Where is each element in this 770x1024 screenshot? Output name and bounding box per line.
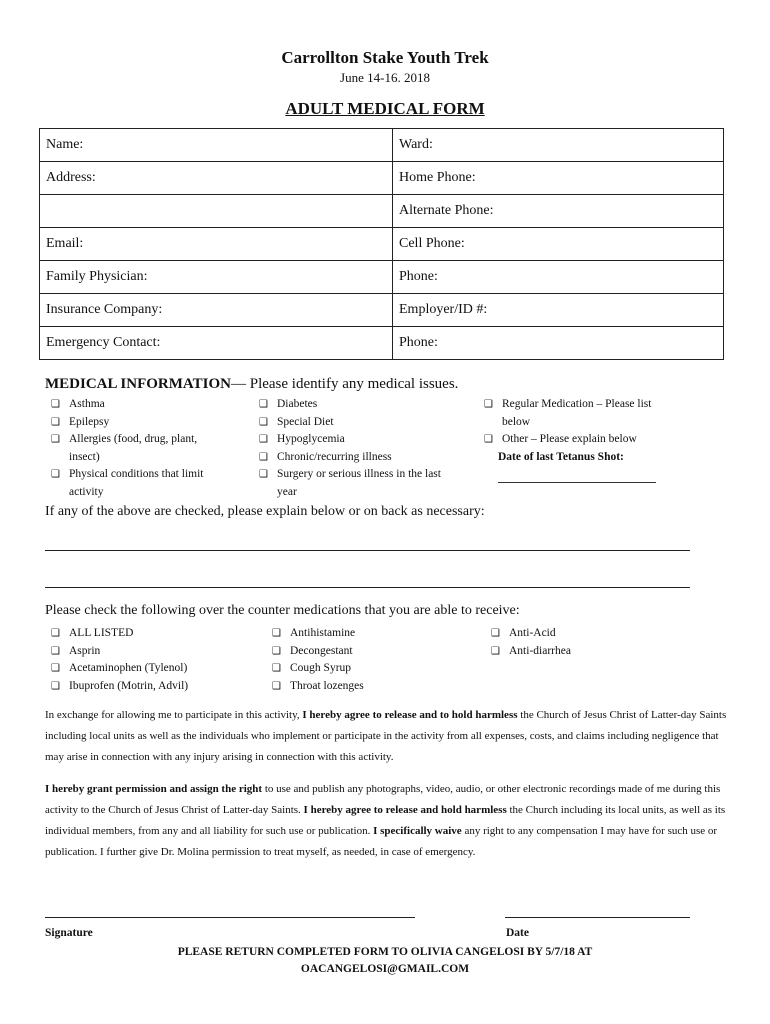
- medical-checkbox-allergies[interactable]: ❑ Allergies (food, drug, plant,: [45, 431, 245, 449]
- checkbox-icon[interactable]: ❑: [51, 645, 60, 657]
- medical-regular-medication-continued: below: [502, 415, 531, 428]
- checkbox-icon[interactable]: ❑: [491, 645, 500, 657]
- otc-checkbox-acetaminophen[interactable]: ❑ Acetaminophen (Tylenol): [45, 660, 260, 678]
- info-field-left[interactable]: Family Physician:: [40, 261, 393, 294]
- checkbox-icon[interactable]: ❑: [51, 416, 60, 428]
- info-field-right[interactable]: Phone:: [393, 261, 724, 294]
- info-field-left[interactable]: Address:: [40, 162, 393, 195]
- date-line[interactable]: [505, 917, 690, 918]
- tetanus-date-field[interactable]: [498, 466, 656, 483]
- otc-checkbox-anti-acid[interactable]: ❑ Anti-Acid: [485, 625, 685, 643]
- otc-heading: Please check the following over the counter medications that you are able to receive:: [45, 603, 520, 618]
- info-row: [40, 195, 724, 228]
- checkbox-icon[interactable]: ❑: [51, 469, 60, 480]
- info-row: [40, 129, 724, 162]
- info-field-left[interactable]: [40, 195, 393, 228]
- medical-checkbox-asthma[interactable]: ❑ Asthma: [45, 396, 245, 414]
- explain-line-2[interactable]: [45, 587, 690, 588]
- checkbox-icon[interactable]: ❑: [259, 399, 268, 410]
- checkbox-icon[interactable]: ❑: [491, 628, 500, 639]
- form-trek-title: Carrollton Stake Youth Trek: [281, 48, 489, 67]
- checkbox-icon[interactable]: ❑: [259, 416, 268, 428]
- otc-col-1: [45, 625, 260, 695]
- otc-checkbox-ibuprofen[interactable]: ❑ Ibuprofen (Motrin, Advil): [45, 678, 260, 696]
- medical-checkbox-regular-medication[interactable]: ❑ Regular Medication – Please list: [478, 396, 708, 414]
- medical-info-heading-rest: — Please identify any medical issues.: [230, 376, 459, 392]
- medical-allergies-continued: insect): [69, 450, 100, 463]
- info-field-right[interactable]: Employer/ID #:: [393, 294, 724, 327]
- return-line-1: PLEASE RETURN COMPLETED FORM TO OLIVIA CANGELOSI BY 5/7/18 AT: [177, 946, 593, 958]
- checkbox-icon[interactable]: ❑: [272, 645, 281, 657]
- medical-checkbox-diabetes[interactable]: ❑ Diabetes: [253, 396, 473, 414]
- medical-col-2: [253, 396, 473, 501]
- signature-line[interactable]: [45, 917, 415, 918]
- checkbox-icon[interactable]: ❑: [51, 628, 60, 639]
- personal-info-table: [39, 128, 724, 360]
- info-field-right[interactable]: Alternate Phone:: [393, 195, 724, 228]
- medical-info-heading-bold: MEDICAL INFORMATION: [45, 376, 231, 392]
- otc-col-3: [485, 625, 685, 660]
- info-field-right[interactable]: Ward:: [393, 129, 724, 162]
- info-field-right[interactable]: Cell Phone:: [393, 228, 724, 261]
- otc-checkbox-antihistamine[interactable]: ❑ Antihistamine: [266, 625, 466, 643]
- date-label: Date: [506, 927, 529, 939]
- info-row: [40, 261, 724, 294]
- otc-checkbox-throat-lozenges[interactable]: ❑ Throat lozenges: [266, 678, 466, 696]
- otc-checkbox-decongestant[interactable]: ❑ Decongestant: [266, 643, 466, 661]
- explain-instructions: If any of the above are checked, please explain below or on back as necessary:: [45, 504, 485, 519]
- checkbox-icon[interactable]: ❑: [51, 399, 60, 410]
- signature-label: Signature: [45, 927, 93, 939]
- medical-surgery-continued: year: [277, 485, 297, 498]
- info-row: [40, 162, 724, 195]
- checkbox-icon[interactable]: ❑: [259, 434, 268, 445]
- medical-checkbox-hypoglycemia[interactable]: ❑ Hypoglycemia: [253, 431, 473, 449]
- info-field-left[interactable]: Emergency Contact:: [40, 327, 393, 360]
- otc-checkbox-anti-diarrhea[interactable]: ❑ Anti-diarrhea: [485, 643, 685, 661]
- info-row: [40, 327, 724, 360]
- checkbox-icon[interactable]: ❑: [484, 399, 493, 410]
- release-paragraph-1: In exchange for allowing me to participate in this activity, I hereby agree to release and to hold harmless the Church of Jesus Christ of Latter-day Saints including local units as well as the individuals who implement or participate in the activity from all expenses, costs, and claims including negligence that may arise in connection with any injury arising in connection with this activity.: [45, 709, 727, 763]
- medical-checkbox-other[interactable]: ❑ Other – Please explain below: [478, 431, 708, 449]
- info-field-right[interactable]: Phone:: [393, 327, 724, 360]
- medical-col-1: [45, 396, 245, 501]
- checkbox-icon[interactable]: ❑: [51, 434, 60, 445]
- medical-checkbox-surgery[interactable]: ❑ Surgery or serious illness in the last: [253, 466, 473, 484]
- medical-checkbox-epilepsy[interactable]: ❑ Epilepsy: [45, 414, 245, 432]
- checkbox-icon[interactable]: ❑: [51, 663, 60, 674]
- medical-checkbox-chronic-illness[interactable]: ❑ Chronic/recurring illness: [253, 449, 473, 467]
- trek-dates: June 14-16. 2018: [340, 70, 430, 85]
- checkbox-icon[interactable]: ❑: [272, 663, 281, 674]
- return-instructions: [0, 944, 770, 978]
- info-row: [40, 228, 724, 261]
- otc-checkbox-cough-syrup[interactable]: ❑ Cough Syrup: [266, 660, 466, 678]
- tetanus-label: Date of last Tetanus Shot:: [498, 450, 624, 463]
- medical-physical-continued: activity: [69, 485, 104, 498]
- info-row: [40, 294, 724, 327]
- checkbox-icon[interactable]: ❑: [259, 451, 268, 463]
- medical-checkbox-physical-conditions[interactable]: ❑ Physical conditions that limit: [45, 466, 245, 484]
- otc-checkbox-asprin[interactable]: ❑ Asprin: [45, 643, 260, 661]
- info-field-left[interactable]: Name:: [40, 129, 393, 162]
- info-field-right[interactable]: Home Phone:: [393, 162, 724, 195]
- checkbox-icon[interactable]: ❑: [259, 469, 268, 480]
- checkbox-icon[interactable]: ❑: [272, 680, 281, 692]
- medical-checkbox-special-diet[interactable]: ❑ Special Diet: [253, 414, 473, 432]
- otc-checkbox-all-listed[interactable]: ❑ ALL LISTED: [45, 625, 260, 643]
- info-field-left[interactable]: Email:: [40, 228, 393, 261]
- medical-info-heading: [45, 376, 458, 393]
- checkbox-icon[interactable]: ❑: [272, 628, 281, 639]
- otc-col-2: [266, 625, 466, 695]
- explain-line-1[interactable]: [45, 550, 690, 551]
- return-email: OACANGELOSI@GMAIL.COM: [300, 963, 470, 975]
- medical-col-3: [478, 396, 708, 483]
- release-paragraph-2: I hereby grant permission and assign the right to use and publish any photographs, video, audio, or other electronic recordings made of me during this activity to the Church of Jesus Christ of Latter-day Saints. I hereby agree to release and hold harmless the Church including its local units, as well as its individual members, from any and all liability for such use or publication. I specifically waive any right to any compensation I may have for such use or publication. I further give Dr. Molina permission to treat myself, as needed, in case of emergency.: [45, 783, 726, 858]
- checkbox-icon[interactable]: ❑: [484, 434, 493, 445]
- info-field-left[interactable]: Insurance Company:: [40, 294, 393, 327]
- checkbox-icon[interactable]: ❑: [51, 680, 60, 692]
- form-title: ADULT MEDICAL FORM: [285, 99, 485, 118]
